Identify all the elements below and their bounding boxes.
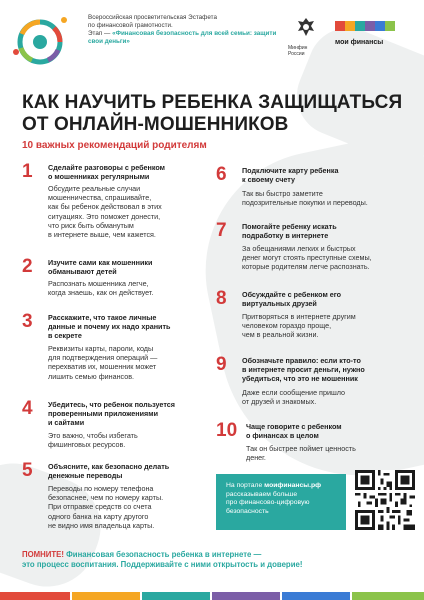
footer-segment (352, 592, 424, 600)
tip-title (48, 258, 152, 276)
tip-title-line: Изучите сами как мошенники (48, 258, 153, 267)
tip-desc-line: При отправке средств со счета (48, 502, 152, 512)
brand-name: мои финансы (335, 39, 384, 46)
tip-description (48, 344, 157, 381)
tip-item (22, 462, 212, 542)
tip-number: 10 (216, 420, 238, 441)
tip-title-line: Подключите карту ребенка (242, 166, 339, 175)
tip-description (48, 279, 153, 297)
tip-number: 8 (216, 288, 227, 309)
stage-name: «Финансовая безопасность для всей семьи: защити свои деньги» (88, 30, 277, 45)
tip-desc-line: За обещаниями легких и быстрых (242, 244, 356, 253)
tip-number: 3 (22, 311, 33, 332)
tip-desc-line: как бы ребенок действовал в этих (48, 202, 162, 212)
tip-item (216, 422, 416, 470)
tip-desc-line: одного банка на карту другого (48, 511, 149, 521)
tip-desc-line: чем в реальной жизни. (242, 330, 319, 340)
tip-title-line: убедиться, что это не мошенник (242, 374, 358, 383)
tip-desc-line: Так он быстрее поймет ценность (246, 444, 356, 453)
tip-title-line: Убедитесь, что ребенок пользуется (48, 400, 175, 409)
reminder-text: Финансовая безопасность ребенка в интернете — (66, 550, 262, 559)
tip-desc-line: безопаснее, чем по номеру карты. (48, 493, 164, 503)
header (0, 0, 424, 78)
tip-title-line: обманывают детей (48, 267, 117, 276)
tip-item (216, 356, 416, 416)
tip-title-line: Объясните, как безопасно делать (48, 462, 170, 471)
stage-prefix: Этап — (88, 30, 111, 37)
ministry-name: Минфин России (288, 45, 308, 57)
tip-title (242, 290, 341, 308)
header-line-1: Всероссийская просветительская Эстафета (88, 14, 217, 21)
coat-of-arms-icon (295, 16, 317, 38)
tip-desc-line: денег. (246, 453, 266, 463)
tip-desc-line: Переводы по номеру телефона (48, 484, 154, 493)
footer-segment (0, 592, 70, 600)
portal-link[interactable]: моифинансы.рф (264, 482, 322, 489)
tip-description (48, 484, 163, 530)
tip-number: 4 (22, 398, 33, 419)
reminder-note (22, 550, 412, 570)
footer-segment (72, 592, 140, 600)
tip-title-line: данные и почему их надо хранить (48, 322, 171, 331)
tip-number: 6 (216, 164, 227, 185)
tip-item (216, 222, 416, 286)
tip-number: 7 (216, 220, 227, 241)
tip-title-line: Обозначьте правило: если кто-то (242, 356, 361, 365)
tip-number: 5 (22, 460, 33, 481)
tip-number: 9 (216, 354, 227, 375)
reminder-line-2: это процесс воспитания. Поддерживайте с ними открытость и доверие! (22, 560, 303, 569)
tip-item (22, 163, 212, 253)
ministry-logo (288, 16, 324, 57)
portal-line-4: безопасность (226, 507, 269, 515)
tip-title (48, 462, 169, 480)
page-subtitle: 10 важных рекомендаций родителям (22, 140, 207, 151)
tip-item (22, 313, 212, 393)
tip-title-line: Сделайте разговоры с ребенком (48, 163, 166, 172)
footer-segment (282, 592, 350, 600)
tip-title (242, 356, 365, 383)
tip-description (242, 312, 356, 340)
tip-desc-line: Обсудите реальные случаи (48, 184, 141, 193)
tip-title-line: виртуальных друзей (242, 299, 317, 308)
tip-desc-line: что риск быть обманутым (48, 220, 134, 230)
tip-title (242, 222, 337, 240)
portal-line-3: про финансово-цифровую (226, 499, 310, 507)
portal-line-1 (226, 482, 336, 491)
tip-title-line: и сайтами (48, 418, 85, 427)
tip-description (242, 189, 368, 207)
tip-title-line: денежные переводы (48, 471, 123, 480)
tip-desc-line: когда знаешь, как он действует. (48, 288, 154, 298)
tip-desc-line: Это важно, чтобы избегать (48, 431, 138, 440)
tip-item (22, 258, 212, 308)
tip-description (48, 431, 138, 449)
portal-line-2: рассказываем больше (226, 490, 298, 498)
tip-desc-line: для подтверждения операций — (48, 353, 158, 363)
tip-item (22, 400, 212, 458)
tip-desc-line: от друзей и знакомых. (242, 397, 317, 407)
tip-desc-line: которые родителям легче распознать. (242, 262, 370, 272)
header-line-2: по финансовой грамотности. (88, 22, 173, 29)
tip-number: 1 (22, 161, 33, 182)
tip-desc-line: денег могут стоять преступные схемы, (242, 253, 372, 263)
tip-description (242, 244, 372, 272)
tip-title (48, 163, 165, 181)
tip-title-line: Помогайте ребенку искать (242, 222, 337, 231)
relay-description (88, 14, 288, 46)
reminder-label: ПОМНИТЕ! (22, 550, 64, 559)
tip-desc-line: мошенничества, спрашивайте, (48, 193, 152, 203)
header-stage (88, 30, 288, 46)
brand-logo (335, 18, 415, 46)
page-title (22, 92, 412, 136)
tip-description (242, 388, 345, 406)
tip-desc-line: Притворяться в интернете другим (242, 312, 356, 321)
tip-title (48, 400, 175, 427)
tip-title-line: в интернете просит деньги, нужно (242, 365, 365, 374)
tip-desc-line: Так вы быстро заметите (242, 189, 323, 198)
footer-segment (212, 592, 280, 600)
tip-title-line: к своему счету (242, 175, 296, 184)
tip-desc-line: ситуациях. Это поможет донести, (48, 211, 161, 221)
portal-prefix: На портале (226, 482, 263, 489)
tip-item (216, 290, 416, 350)
tip-desc-line: человеком гораздо проще, (242, 321, 332, 331)
tip-title-line: Расскажите, что такое личные (48, 313, 157, 322)
portal-info-box (216, 474, 346, 530)
tip-title-line: о мошенниках регулярными (48, 172, 150, 181)
tip-desc-line: не видно имя владельца карты. (48, 520, 155, 530)
tip-title (242, 166, 339, 184)
tip-description (48, 184, 162, 239)
tip-title-line: Чаще говорите с ребенком (246, 422, 342, 431)
brand-color-bar-icon (335, 21, 395, 31)
tip-desc-line: Даже если сообщение пришло (242, 388, 346, 397)
tip-desc-line: подозрительные покупки и переводы. (242, 198, 368, 208)
tip-title-line: проверенными приложениями (48, 409, 158, 418)
tip-description (246, 444, 356, 462)
title-line-1: КАК НАУЧИТЬ РЕБЕНКА ЗАЩИЩАТЬСЯ (22, 92, 403, 113)
tip-title-line: в секрете (48, 331, 82, 340)
tip-desc-line: лишить семью финансов. (48, 371, 135, 381)
title-line-2: ОТ ОНЛАЙН-МОШЕННИКОВ (22, 114, 289, 135)
footer-segment (142, 592, 210, 600)
tip-title (246, 422, 342, 440)
tip-desc-line: фишинговых ресурсов. (48, 440, 126, 450)
qr-code-icon[interactable] (355, 470, 415, 530)
tip-title-line: о финансах в целом (246, 431, 319, 440)
tip-title (48, 313, 170, 340)
tip-item (216, 166, 416, 216)
tip-desc-line: Распознать мошенника легче, (48, 279, 149, 288)
tip-desc-line: в интернете выше, чем кажется. (48, 230, 156, 240)
reminder-line-1 (22, 550, 412, 560)
relay-logo-icon (8, 8, 72, 72)
tip-title-line: Обсуждайте с ребенком его (242, 290, 342, 299)
tip-title-line: подработку в интернете (242, 231, 329, 240)
tip-number: 2 (22, 256, 33, 277)
tip-desc-line: перехватив их, мошенник может (48, 362, 157, 372)
tip-desc-line: Реквизиты карты, пароли, коды (48, 344, 154, 353)
